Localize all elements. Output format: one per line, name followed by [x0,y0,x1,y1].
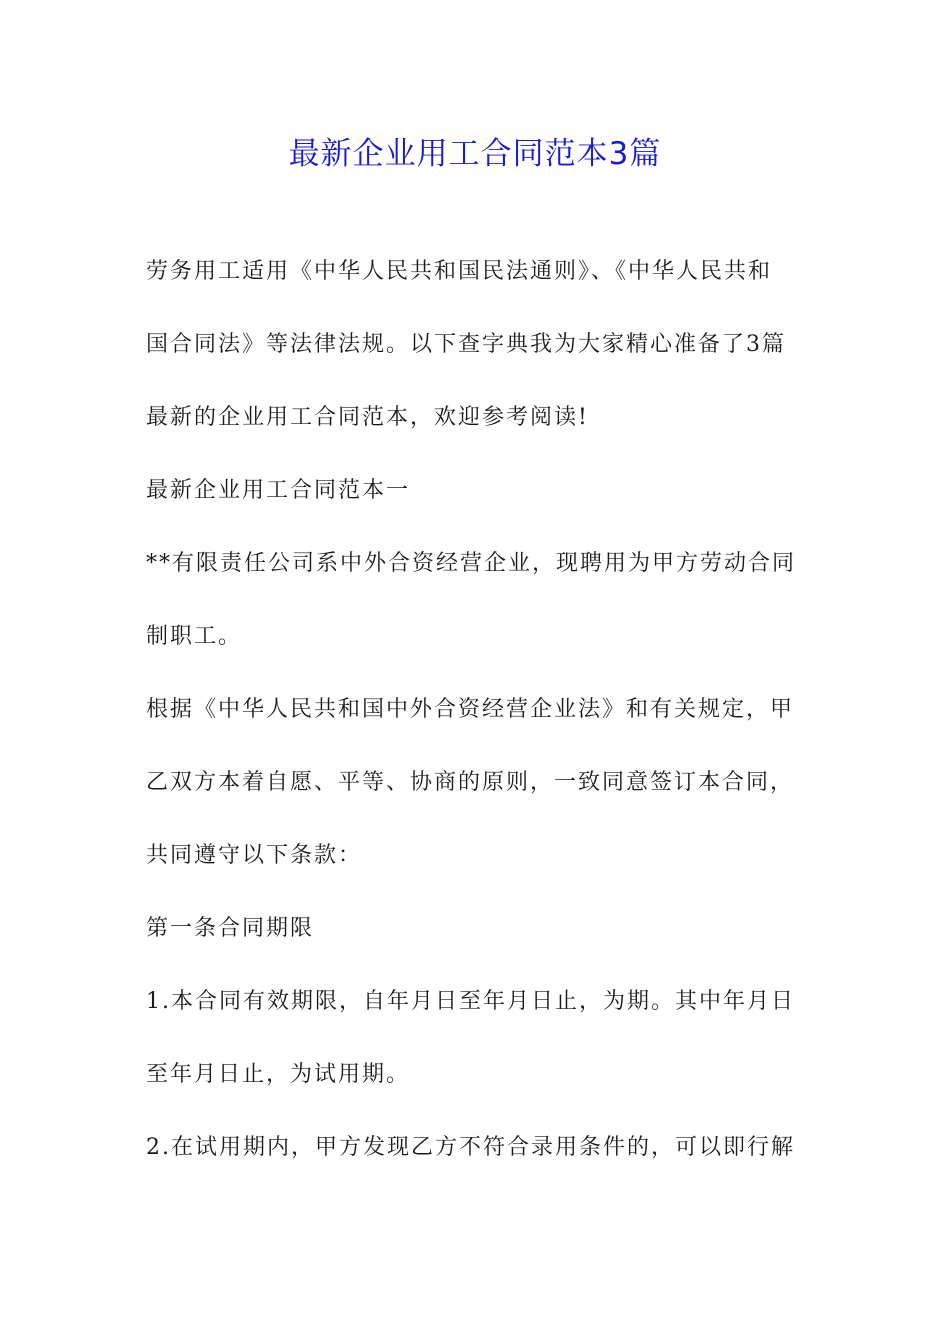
section-heading: 最新企业用工合同范本一 [146,478,411,503]
text-line: 劳务用工适用《中华人民共和国民法通则》、《中华人民共和 [146,259,773,284]
document-body [146,260,806,1209]
clause-heading: 第一条合同期限 [146,916,315,941]
text-line: 根据《中华人民共和国中外合资经营企业法》和有关规定，甲 [146,697,795,722]
text-line: 1.本合同有效期限，自年月日至年月日止，为期。其中年月日 [146,989,795,1014]
text-line: 最新的企业用工合同范本，欢迎参考阅读! [146,405,589,430]
text-line: **有限责任公司系中外合资经营企业，现聘用为甲方劳动合同 [146,551,797,576]
text-line: 国合同法》等法律法规。以下查字典我为大家精心准备了3篇 [146,332,786,357]
text-line: 共同遵守以下条款： [146,843,363,868]
text-line: 乙双方本着自愿、平等、协商的原则，一致同意签订本合同， [146,770,795,795]
document-title: 最新企业用工合同范本3篇 [288,136,662,172]
text-line: 2.在试用期内，甲方发现乙方不符合录用条件的，可以即行解 [146,1135,795,1160]
text-line: 至年月日止，为试用期。 [146,1062,411,1087]
text-line: 制职工。 [146,624,243,649]
